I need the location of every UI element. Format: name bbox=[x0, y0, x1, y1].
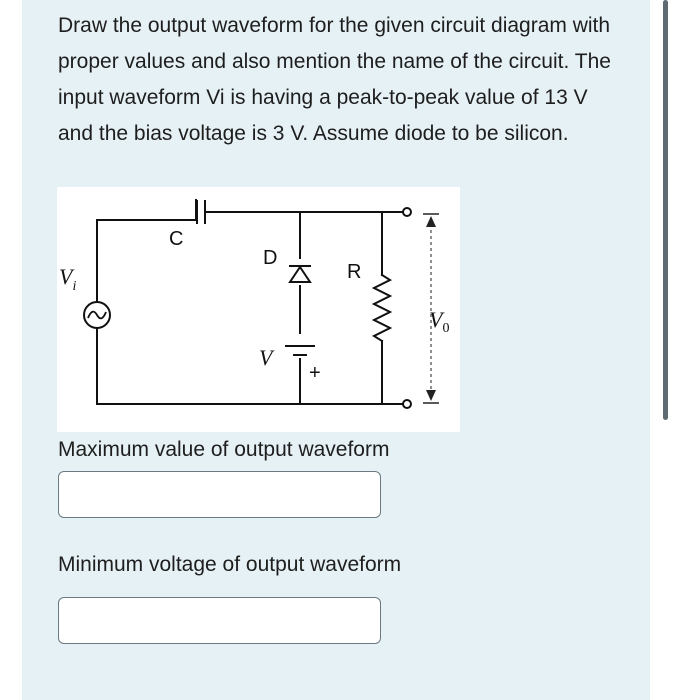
output-terminal-top bbox=[403, 208, 411, 216]
min-voltage-label: Minimum voltage of output waveform bbox=[58, 553, 402, 576]
capacitor-label: C bbox=[169, 228, 184, 250]
resistor-zigzag bbox=[374, 275, 390, 341]
min-voltage-input[interactable] bbox=[58, 597, 381, 644]
circuit-svg bbox=[57, 187, 460, 432]
circuit-diagram bbox=[57, 187, 460, 432]
scrollbar[interactable] bbox=[663, 0, 668, 420]
max-value-input[interactable] bbox=[58, 471, 381, 518]
diode-label: D bbox=[263, 247, 278, 269]
resistor-label: R bbox=[347, 261, 362, 283]
battery-icon bbox=[285, 346, 315, 355]
question-text: Draw the output waveform for the given circuit diagram with proper values and also mention the name of the circuit. The input waveform Vi is having a peak-to-peak value of 13 V and the bias voltage is 3 V. Assume diode to be silicon. bbox=[58, 14, 611, 145]
diode-icon bbox=[289, 266, 311, 282]
bias-voltage-label: V bbox=[259, 345, 273, 370]
battery-plus-sign: + bbox=[309, 362, 321, 384]
input-voltage-label: $V_i$ bbox=[59, 264, 77, 294]
output-terminal-bottom bbox=[403, 400, 411, 408]
max-value-label: Maximum value of output waveform bbox=[58, 438, 390, 461]
output-voltage-label: $V_0$ bbox=[429, 307, 450, 336]
